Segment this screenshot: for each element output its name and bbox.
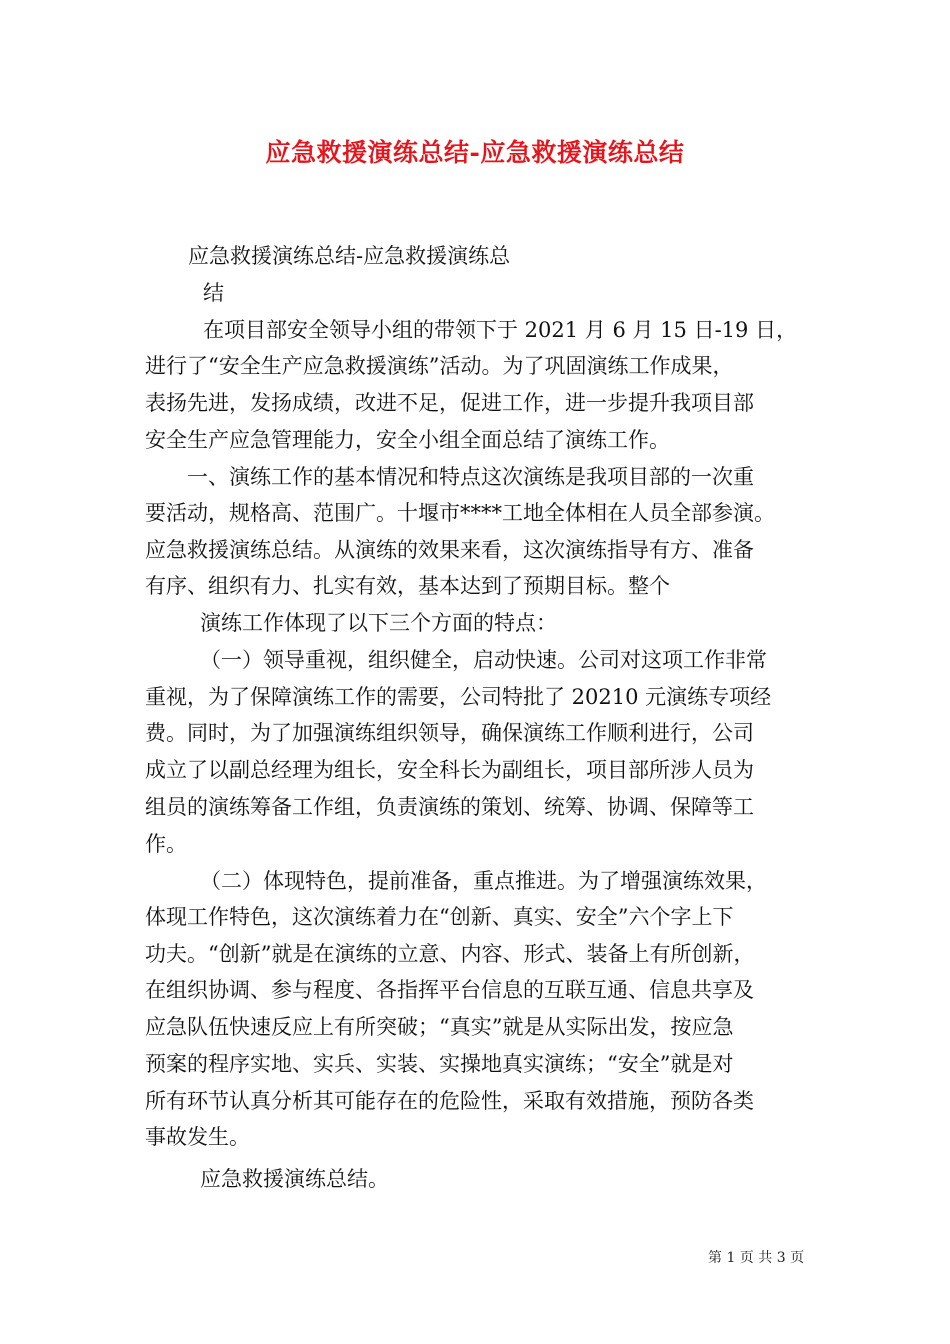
body-line: 应急救援演练总结。 xyxy=(200,1167,389,1191)
body-line: 安全生产应急管理能力，安全小组全面总结了演练工作。 xyxy=(145,428,670,452)
body-line: 费。同时，为了加强演练组织领导，确保演练工作顺利进行，公司 xyxy=(145,721,754,745)
body-line: 重视，为了保障演练工作的需要，公司特批了 20210 元演练专项经 xyxy=(145,685,772,709)
page-title: 应急救援演练总结-应急救援演练总结 xyxy=(265,138,685,167)
body-line: 所有环节认真分析其可能存在的危险性，采取有效措施，预防各类 xyxy=(145,1089,754,1113)
body-line: （一）领导重视，组织健全，启动快速。公司对这项工作非常 xyxy=(200,648,767,672)
body-line: 预案的程序实地、实兵、实装、实操地真实演练；“安全”就是对 xyxy=(145,1052,734,1076)
body-line: 组员的演练筹备工作组，负责演练的策划、统筹、协调、保障等工 xyxy=(145,795,754,819)
body-line: 体现工作特色，这次演练着力在“创新、真实、安全”六个字上下 xyxy=(145,905,734,929)
body-line: 结 xyxy=(203,281,224,305)
body-line: 进行了“安全生产应急救援演练”活动。为了巩固演练工作成果， xyxy=(145,354,734,378)
body-line: 作。 xyxy=(145,832,187,856)
body-line: 成立了以副总经理为组长，安全科长为副组长，项目部所涉人员为 xyxy=(145,758,754,782)
body-line: 应急救援演练总结。从演练的效果来看，这次演练指导有方、准备 xyxy=(145,538,754,562)
body-line: （二）体现特色，提前准备，重点推进。为了增强演练效果， xyxy=(200,869,767,893)
body-line: 应急队伍快速反应上有所突破；“真实”就是从实际出发，按应急 xyxy=(145,1015,734,1039)
body-line: 在项目部安全领导小组的带领下于 2021 月 6 月 15 日-19 日， xyxy=(203,318,798,342)
body-line: 功夫。“创新”就是在演练的立意、内容、形式、装备上有所创新， xyxy=(145,942,755,966)
body-line: 表扬先进，发扬成绩，改进不足，促进工作，进一步提升我项目部 xyxy=(145,391,754,415)
body-line: 要活动，规格高、范围广。十堰市****工地全体相在人员全部参演。 xyxy=(145,501,775,525)
body-line: 在组织协调、参与程度、各指挥平台信息的互联互通、信息共享及 xyxy=(145,978,754,1002)
body-line: 一、演练工作的基本情况和特点这次演练是我项目部的一次重 xyxy=(187,465,754,489)
body-line: 应急救援演练总结-应急救援演练总 xyxy=(188,244,511,268)
body-line: 事故发生。 xyxy=(145,1125,250,1149)
body-line: 有序、组织有力、扎实有效，基本达到了预期目标。整个 xyxy=(145,574,670,598)
page-indicator: 第 1 页 共 3 页 xyxy=(708,1250,805,1266)
body-line: 演练工作体现了以下三个方面的特点： xyxy=(200,611,557,635)
